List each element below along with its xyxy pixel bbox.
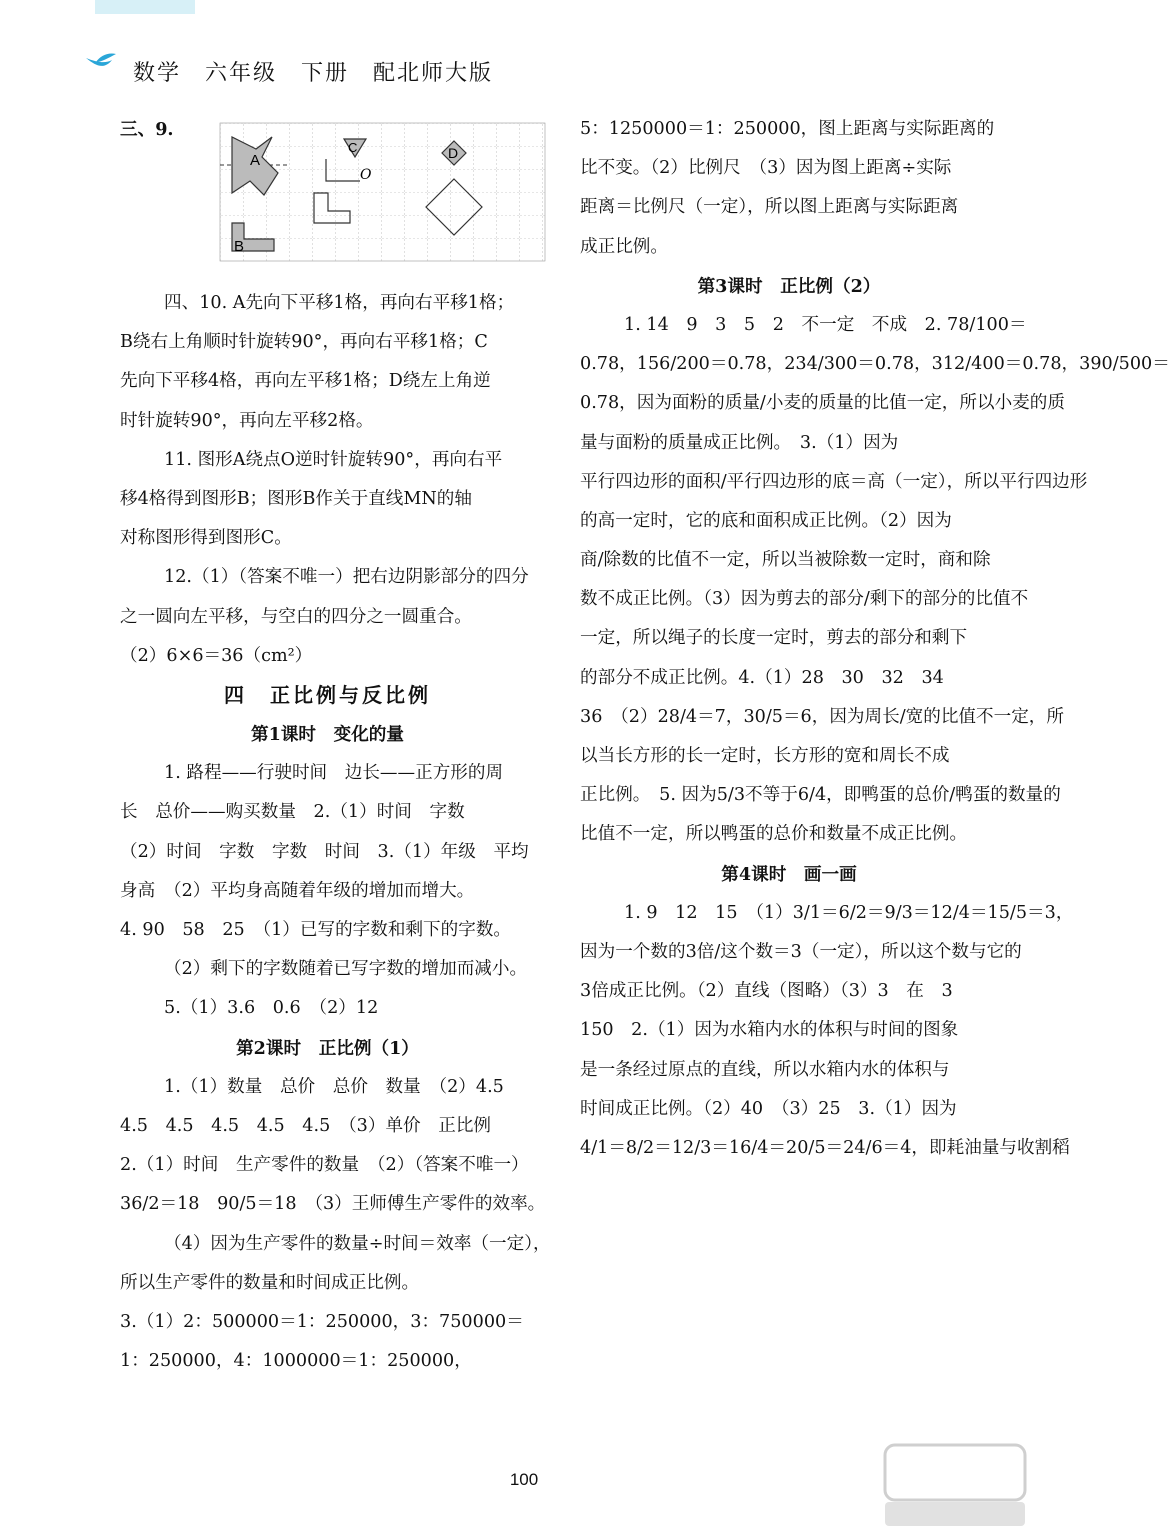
page-header bbox=[0, 0, 1048, 100]
transformation-figure bbox=[220, 123, 550, 263]
lesson-title-3: 第3课时 正比例（2） bbox=[697, 275, 881, 297]
svg-text:B: B bbox=[234, 238, 245, 255]
svg-text:A: A bbox=[250, 152, 261, 169]
svg-text:O: O bbox=[360, 167, 372, 183]
header-decoration bbox=[0, 0, 140, 90]
watermark-logo-icon bbox=[880, 1440, 1030, 1530]
lesson-title-2: 第2课时 正比例（1） bbox=[236, 1037, 419, 1059]
right-column: 5：1250000＝1：250000，图上距离与实际距离的 比不变。（2）比例尺 （3）因为图上距离÷实际 距离＝比例尺（一定），所以图上距离与实际距离 成正比例。 第3课时 正比例（2） 1. 14 9 3 5 2 不一定 不成 2. 78/100＝ 0.78，156/200＝0.78，234/300＝0.78，312/400＝0.78，390/500＝ 0.78，因为面粉的质量/小麦的质量的比值一定，所以小麦的质 量与面粉的质量成正比例。 3.（1）因为 平行四边形的面积/平行四边形的底＝高（一定），所以平行四边形 的高一定时，它的底和面积成正比例。（2）因为 商/除数的比值不一定，所以当被除数一定时，商和除 数不成正比例。（3）因为剪去的部分/剩下的部分的比值不 一定，所以绳子的长度一定时，剪去的部分和剩下 的部分不成正比例。4.（1）28 30 32 34 36 （2）28/4＝7，30/5＝6，因为周长/宽的比值不一定，所 以当长方形的长一定时，长方形的宽和周长不成 正比例。 5. 因为5/3不等于6/4，即鸭蛋的总价/鸭蛋的数量的 比值不一定，所以鸭蛋的总价和数量不成正比例。 第4课时 画一画 1. 9 12 15 （1）3/1＝6/2＝9/3＝12/4＝15/5＝3， 因为一个数的3倍/这个数＝3（一定），所以这个数与它的 3倍成正比例。（2）直线（图略）（3）3 在 3 150 2.（1）因为水箱内水的体积与时间的图象 是一条经过原点的直线，所以水箱内水的体积与 时间成正比例。（2）40 （3）25 3.（1）因为 4/1＝8/2＝12/3＝16/4＝20/5＝24/6＝4，即耗油量与收割稻 bbox=[580, 119, 1170, 1158]
svg-text:D: D bbox=[448, 145, 459, 161]
lesson-title-4: 第4课时 画一画 bbox=[721, 863, 857, 885]
page-number: 100 bbox=[509, 1470, 539, 1489]
left-column: 四、10. A先向下平移1格，再向右平移1格； B绕右上角顺时针旋转90°，再向右平移1格；C 先向下平移4格，再向左平移1格；D绕左上角逆 时针旋转90°，再向左平移2格。 11. 图形A绕点O逆时针旋转90°，再向右平 移4格得到图形B；图形B作关于直线MN的轴 对称图形得到图形C。 12.（1）（答案不唯一）把右边阴影部分的四分 之一圆向左平移，与空白的四分之一圆重合。 （2）6×6＝36（cm²） 四 正比例与反比例 第1课时 变化的量 1. 路程——行驶时间 边长——正方形的周 长 总价——购买数量 2.（1）时间 字数 （2）时间 字数 字数 时间 3.（1）年级 平均 身高 （2）平均身高随着年级的增加而增大。 4. 90 58 25 （1）已写的字数和剩下的字数。 （2）剩下的字数随着已写字数的增加而减小。 5.（1）3.6 0.6 （2）12 第2课时 正比例（1） 1.（1）数量 总价 总价 数量 （2）4.5 4.5 4.5 4.5 4.5 4.5 （3）单价 正比例 2.（1）时间 生产零件的数量 （2）（答案不唯一） 36/2＝18 90/5＝18 （3）王师傅生产零件的效率。 （4）因为生产零件的数量÷时间＝效率（一定）， 所以生产零件的数量和时间成正比例。 3.（1）2：500000＝1：250000，3：750000＝ 1：250000，4：1000000＝1：250000， bbox=[120, 293, 551, 1372]
figure-prefix: 三、9. bbox=[120, 119, 174, 140]
lesson-title-1: 第1课时 变化的量 bbox=[251, 724, 404, 746]
section-title: 四 正比例与反比例 bbox=[224, 682, 431, 707]
svg-text:C: C bbox=[348, 140, 358, 155]
header-title: 数学 六年级 下册 配北师大版 bbox=[133, 61, 494, 86]
